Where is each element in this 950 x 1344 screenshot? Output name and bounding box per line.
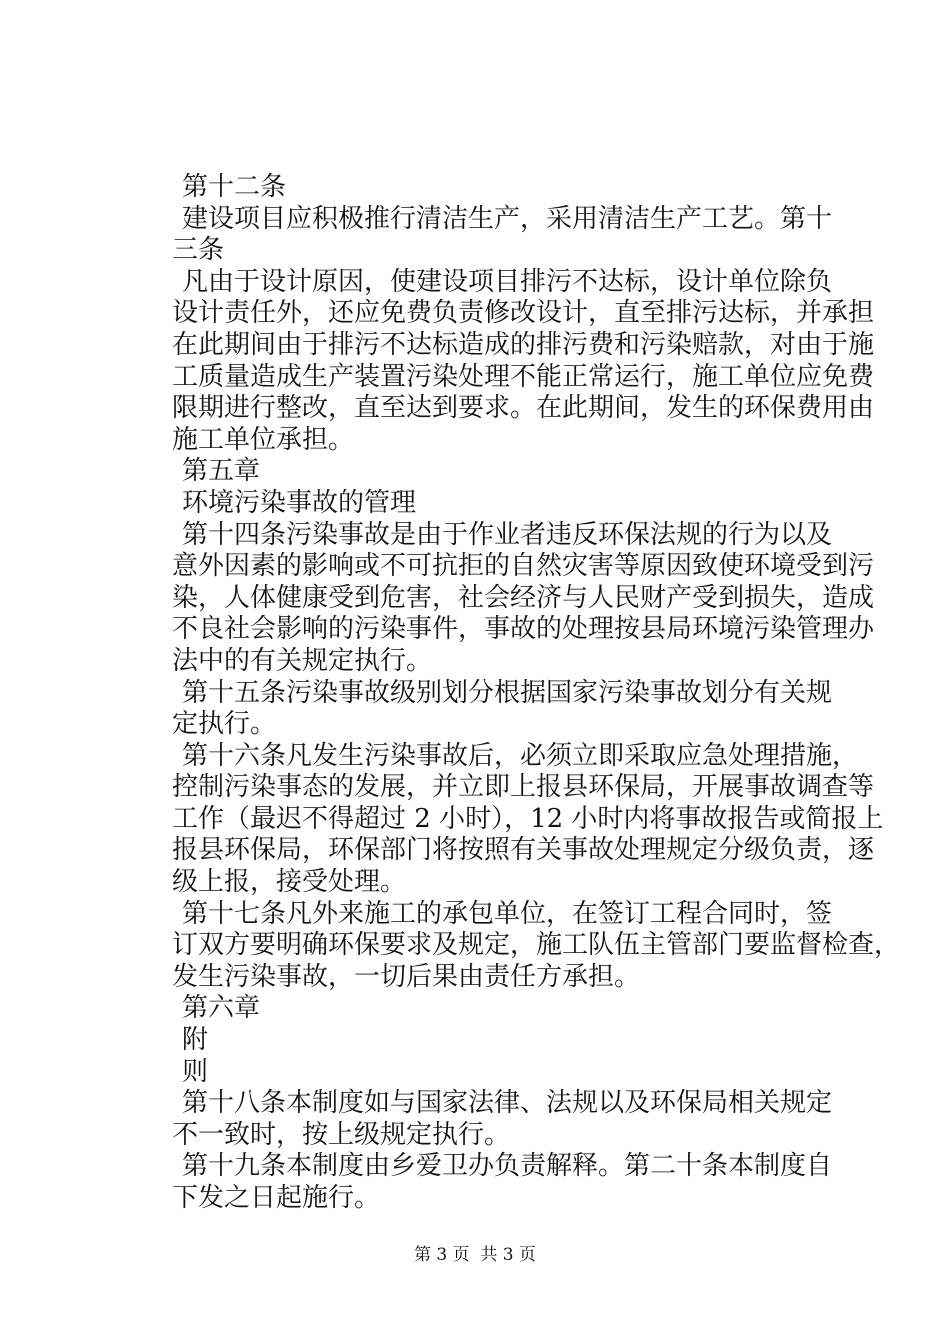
paragraph-line: 不一致时，按上级规定执行。	[172, 1119, 511, 1150]
chapter-title: 则	[182, 1056, 209, 1087]
paragraph-line: 法中的有关规定执行。	[172, 645, 433, 676]
paragraph-line: 发生污染事故，一切后果由责任方承担。	[172, 961, 641, 992]
article-heading: 第十二条	[182, 172, 287, 202]
paragraph-line: 工质量造成生产装置污染处理不能正常运行，施工单位应免费	[172, 361, 875, 392]
paragraph-line: 下发之日起施行。	[172, 1183, 381, 1213]
paragraph-line: 建设项目应积极推行清洁生产，采用清洁生产工艺。第十	[182, 203, 833, 234]
paragraph-line: 第十七条凡外来施工的承包单位，在签订工程合同时，签	[182, 898, 833, 929]
paragraph-line: 第十六条凡发生污染事故后，必须立即采取应急处理措施，	[182, 740, 859, 771]
paragraph-line: 施工单位承担。	[172, 424, 355, 455]
paragraph-line: 第十八条本制度如与国家法律、法规以及环保局相关规定	[182, 1088, 833, 1119]
paragraph-line: 染，人体健康受到危害，社会经济与人民财产受到损失，造成	[172, 582, 875, 613]
chapter-heading: 第六章	[182, 993, 261, 1024]
paragraph-line: 第十九条本制度由乡爱卫办负责解释。第二十条本制度自	[182, 1151, 833, 1182]
paragraph-line: 工作（最迟不得超过 2 小时），12 小时内将事故报告或简报上	[172, 803, 884, 834]
paragraph-line: 三条	[172, 235, 225, 266]
paragraph-line: 第十五条污染事故级别划分根据国家污染事故划分有关规	[182, 677, 833, 708]
paragraph-line: 不良社会影响的污染事件，事故的处理按县局环境污染管理办	[172, 614, 875, 645]
paragraph-line: 控制污染事态的发展，并立即上报县环保局，开展事故调查等	[172, 772, 875, 803]
chapter-title: 环境污染事故的管理	[182, 487, 417, 518]
paragraph-line: 在此期间由于排污不达标造成的排污费和污染赔款，对由于施	[172, 329, 875, 360]
paragraph-line: 定执行。	[172, 709, 277, 740]
paragraph-line: 第十四条污染事故是由于作业者违反环保法规的行为以及	[182, 519, 833, 550]
paragraph-line: 限期进行整改，直至达到要求。在此期间，发生的环保费用由	[172, 393, 875, 424]
document-body	[172, 172, 901, 1215]
chapter-heading: 第五章	[182, 456, 261, 487]
page-number-footer: 第 3 页 共 3 页	[413, 1245, 537, 1265]
chapter-title: 附	[182, 1025, 209, 1056]
paragraph-line: 凡由于设计原因，使建设项目排污不达标，设计单位除负	[182, 266, 833, 297]
paragraph-line: 报县环保局，环保部门将按照有关事故处理规定分级负责，逐	[172, 835, 875, 866]
paragraph-line: 级上报，接受处理。	[172, 867, 407, 898]
paragraph-line: 意外因素的影响或不可抗拒的自然灾害等原因致使环境受到污	[172, 551, 875, 582]
paragraph-line: 订双方要明确环保要求及规定，施工队伍主管部门要监督检查，	[172, 930, 901, 961]
paragraph-line: 设计责任外，还应免费负责修改设计，直至排污达标，并承担	[172, 298, 875, 329]
